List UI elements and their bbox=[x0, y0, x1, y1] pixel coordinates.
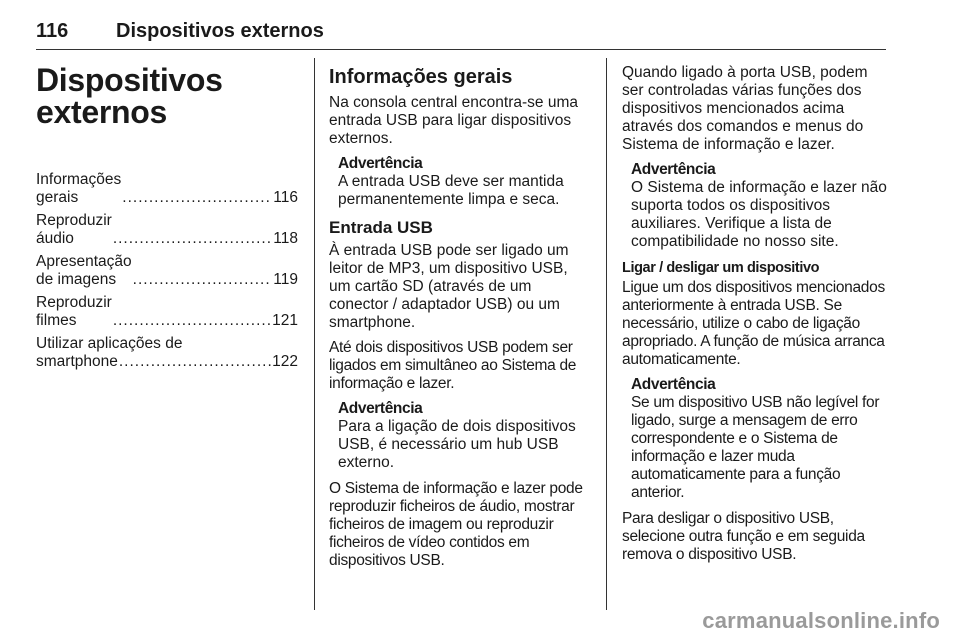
toc-item[interactable]: Reproduzir áudio ..... 118 bbox=[36, 212, 298, 248]
note-text: A entrada USB deve ser mantida permanentemente limpa e seca. bbox=[338, 173, 564, 208]
warning-note bbox=[338, 155, 591, 209]
warning-note bbox=[631, 161, 888, 251]
watermark: carmanualsonline.info bbox=[702, 608, 940, 633]
warning-note bbox=[338, 400, 591, 472]
toc-leader bbox=[113, 230, 272, 248]
toc-item[interactable]: Informações gerais ..... 116 bbox=[36, 171, 298, 207]
toc-leader bbox=[113, 312, 271, 330]
note-title: Advertência bbox=[338, 155, 423, 172]
toc-leader bbox=[122, 189, 272, 207]
section-heading: Informações gerais bbox=[329, 66, 513, 88]
paragraph: À entrada USB pode ser ligado um leitor de MP3, um dispositivo USB, um cartão SD (através de um conector / adaptador USB) ou um smartphone. bbox=[329, 242, 569, 331]
column-divider-1 bbox=[314, 58, 315, 610]
toc-item[interactable]: Reproduzir filmes ..... 121 bbox=[36, 294, 298, 330]
paragraph: Para desligar o dispositivo USB, selecione outra função e em seguida remova o dispositivo USB. bbox=[622, 510, 865, 563]
table-of-contents bbox=[36, 171, 298, 371]
note-text: Para a ligação de dois dispositivos USB, é necessário um hub USB externo. bbox=[338, 418, 576, 471]
note-title: Advertência bbox=[631, 376, 716, 393]
subsection-heading: Ligar / desligar um dispositivo bbox=[622, 260, 820, 276]
warning-note bbox=[631, 376, 888, 502]
paragraph: Ligue um dos dispositivos mencionados anteriormente à entrada USB. Se necessário, utilize o cabo de ligação apropriado. A função de música arranca automaticamente. bbox=[622, 279, 885, 368]
subsection-heading: Entrada USB bbox=[329, 218, 433, 237]
note-title: Advertência bbox=[338, 400, 423, 417]
note-title: Advertência bbox=[631, 161, 716, 178]
paragraph: Até dois dispositivos USB podem ser ligados em simultâneo ao Sistema de informação e lazer. bbox=[329, 339, 577, 392]
toc-item[interactable]: Utilizar aplicações de smartphone ..... 122 bbox=[36, 335, 298, 371]
page-header bbox=[36, 20, 886, 46]
note-text: Se um dispositivo USB não legível for ligado, surge a mensagem de erro correspondente e o Sistema de informação e lazer muda automaticamente para a função anterior. bbox=[631, 394, 880, 501]
paragraph: Quando ligado à porta USB, podem ser controladas várias funções dos dispositivos mencionados acima através dos comandos e menus do Sistema de informação e lazer. bbox=[622, 64, 868, 153]
column-usb-usage bbox=[622, 64, 888, 571]
header-rule bbox=[36, 49, 886, 50]
note-text: O Sistema de informação e lazer não suporta todos os dispositivos auxiliares. Verifique a lista de compatibilidade no nosso site. bbox=[631, 179, 887, 250]
column-toc bbox=[36, 64, 298, 371]
page-number: 116 bbox=[36, 20, 69, 42]
toc-leader bbox=[119, 353, 271, 371]
paragraph: Na consola central encontra-se uma entrada USB para ligar dispositivos externos. bbox=[329, 94, 578, 147]
running-title: Dispositivos externos bbox=[116, 20, 324, 42]
toc-leader bbox=[133, 271, 273, 289]
chapter-title: Dispositivos externos bbox=[36, 62, 223, 130]
paragraph: O Sistema de informação e lazer pode reproduzir ficheiros de áudio, mostrar ficheiros de imagem ou reproduzir ficheiros de vídeo contidos em dispositivos USB. bbox=[329, 480, 583, 569]
column-general-info bbox=[329, 64, 591, 577]
column-divider-2 bbox=[606, 58, 607, 610]
toc-item[interactable]: Apresentação de imagens ..... 119 bbox=[36, 253, 298, 289]
